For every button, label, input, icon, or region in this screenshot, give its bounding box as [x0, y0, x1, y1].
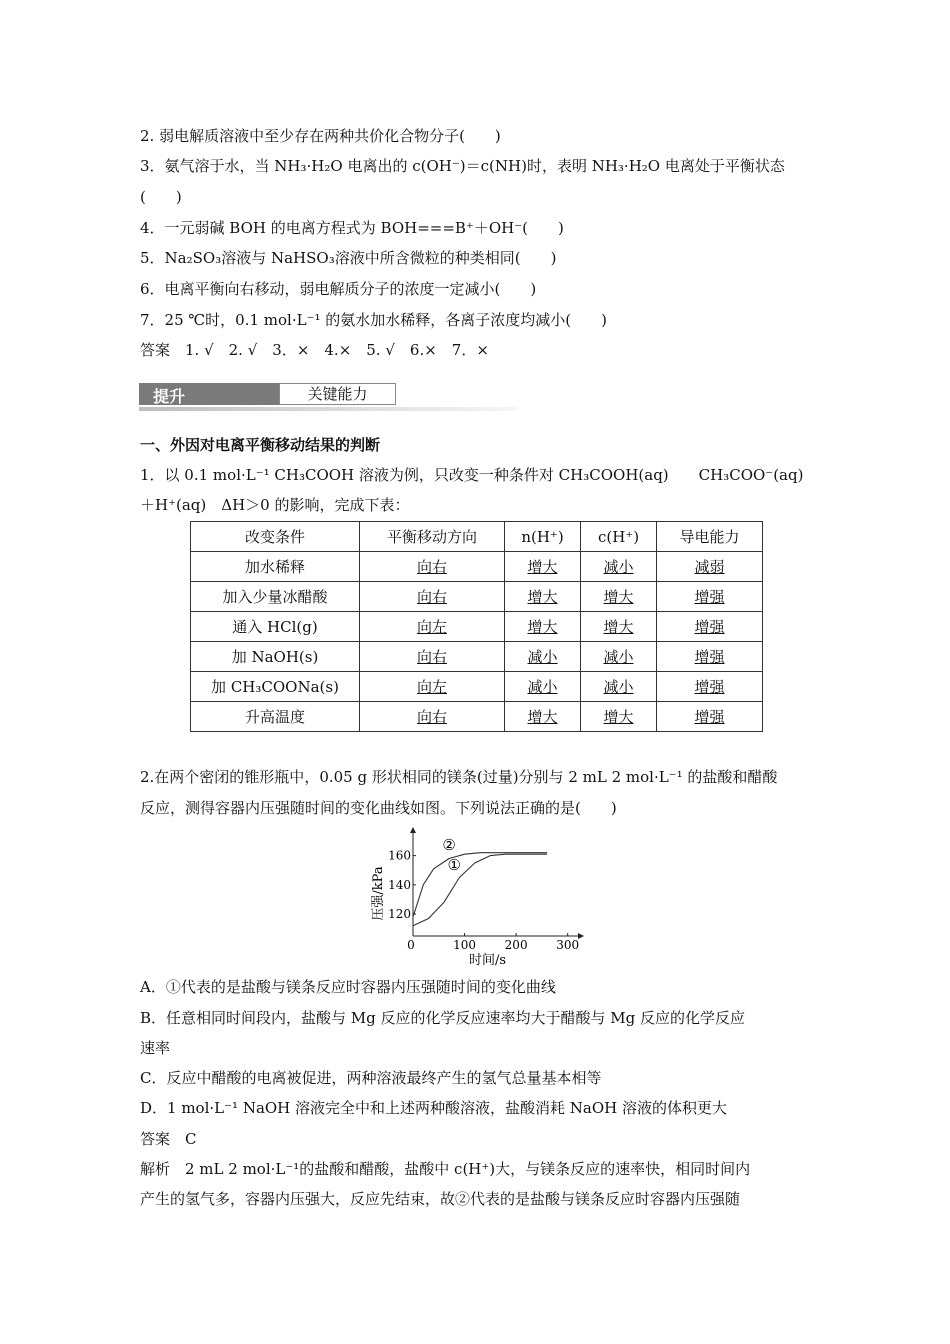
banner-right-label: 关键能力 — [279, 383, 396, 405]
table-header-cell: 导电能力 — [657, 522, 763, 552]
table-cell: 增强 — [694, 648, 725, 666]
analysis-line2: 产生的氢气多，容器内压强大，反应先结束，故②代表的是盐酸与镁条反应时容器内压强随 — [140, 1190, 741, 1208]
table-cell: 增大 — [527, 588, 558, 606]
series-line-1 — [413, 853, 547, 917]
table-cell: 增强 — [694, 678, 725, 696]
table-cell: 向左 — [416, 678, 447, 696]
answer-2: 答案 C — [140, 1130, 197, 1148]
item-3-bracket: ( ) — [140, 188, 182, 206]
x-tick-label: 100 — [453, 938, 477, 952]
table-cell: 升高温度 — [191, 702, 360, 732]
table-cell: 增大 — [603, 588, 634, 606]
option-b-cont: 速率 — [140, 1039, 171, 1057]
item-2: 2. 弱电解质溶液中至少存在两种共价化合物分子( ) — [140, 127, 501, 145]
item-4: 4．一元弱碱 BOH 的电离方程式为 BOH===B⁺＋OH⁻( ) — [140, 219, 564, 237]
table-row — [191, 552, 763, 582]
x-tick-label: 200 — [504, 938, 528, 952]
table-cell: 增大 — [527, 708, 558, 726]
series-label-1: ① — [447, 856, 461, 875]
pressure-time-chart — [360, 826, 590, 968]
chart-axes — [410, 827, 584, 939]
item-5: 5．Na₂SO₃溶液与 NaHSO₃溶液中所含微粒的种类相同( ) — [140, 249, 557, 267]
table-row — [191, 582, 763, 612]
answer-1: 答案 1. √ 2. √ 3．× 4.× 5. √ 6.× 7．× — [140, 341, 489, 359]
x-axis-title: 时间/s — [468, 953, 507, 968]
table-cell: 向右 — [416, 708, 447, 726]
banner-dark-block — [139, 383, 279, 405]
table-cell: 增强 — [694, 708, 725, 726]
x-tick-label: 300 — [556, 938, 580, 952]
table-header-cell: n(H⁺) — [505, 522, 581, 552]
y-tick-label: 140 — [388, 877, 411, 892]
table-cell: 加 NaOH(s) — [191, 642, 360, 672]
series-label-2: ② — [442, 835, 456, 854]
item-3: 3．氨气溶于水，当 NH₃·H₂O 电离出的 c(OH⁻)＝c(NH)时，表明 NH₃·H₂O 电离处于平衡状态 — [140, 157, 785, 175]
option-d: D．1 mol·L⁻¹ NaOH 溶液完全中和上述两种酸溶液，盐酸消耗 NaOH 溶液的体积更大 — [140, 1099, 728, 1117]
table-cell: 向右 — [416, 648, 447, 666]
table-header-cell: 改变条件 — [191, 522, 360, 552]
option-b: B．任意相同时间段内，盐酸与 Mg 反应的化学反应速率均大于醋酸与 Mg 反应的化学反应 — [140, 1009, 746, 1027]
table-cell: 增大 — [603, 708, 634, 726]
item-6: 6．电离平衡向右移动，弱电解质分子的浓度一定减小( ) — [140, 280, 537, 298]
table-cell: 减弱 — [694, 558, 725, 576]
table-cell: 加入少量冰醋酸 — [191, 582, 360, 612]
table-cell: 增大 — [603, 618, 634, 636]
table-cell: 增强 — [694, 618, 725, 636]
y-tick-label: 160 — [388, 848, 411, 863]
table-header-cell: 平衡移动方向 — [360, 522, 505, 552]
option-a: A．①代表的是盐酸与镁条反应时容器内压强随时间的变化曲线 — [140, 978, 556, 996]
table-cell: 向左 — [416, 618, 447, 636]
table-row — [191, 642, 763, 672]
table-cell: 增大 — [527, 558, 558, 576]
q1-line2: ＋H⁺(aq) ΔH＞0 的影响，完成下表： — [140, 496, 410, 514]
x-tick-label: 0 — [407, 938, 415, 952]
q1-line1: 1．以 0.1 mol·L⁻¹ CH₃COOH 溶液为例，只改变一种条件对 CH₃COOH(aq) CH₃COO⁻(aq) — [140, 466, 804, 484]
table-cell: 增强 — [694, 588, 725, 606]
banner-left-label: 提升 — [153, 387, 186, 406]
table-row — [191, 612, 763, 642]
table-cell: 减小 — [527, 678, 558, 696]
y-axis-arrow — [410, 827, 416, 833]
y-axis-title: 压强/kPa — [371, 866, 386, 921]
section-banner — [139, 379, 517, 413]
table-row — [191, 702, 763, 732]
table-row — [191, 672, 763, 702]
analysis-line1: 解析 2 mL 2 mol·L⁻¹的盐酸和醋酸，盐酸中 c(H⁺)大，与镁条反应的速率快，相同时间内 — [140, 1160, 751, 1178]
item-7: 7．25 ℃时，0.1 mol·L⁻¹ 的氨水加水稀释，各离子浓度均减小( ) — [140, 311, 607, 329]
series-line-2 — [413, 854, 547, 926]
table-cell: 减小 — [603, 558, 634, 576]
table-cell: 加 CH₃COONa(s) — [191, 672, 360, 702]
table-cell: 通入 HCl(g) — [191, 612, 360, 642]
q2-line2: 反应，测得容器内压强随时间的变化曲线如图。下列说法正确的是( ) — [140, 799, 617, 817]
table-header-cell: c(H⁺) — [581, 522, 657, 552]
option-c: C．反应中醋酸的电离被促进，两种溶液最终产生的氢气总量基本相等 — [140, 1069, 602, 1087]
table-cell: 加水稀释 — [191, 552, 360, 582]
q2-line1: 2.在两个密闭的锥形瓶中，0.05 g 形状相同的镁条(过量)分别与 2 mL 2 mol·L⁻¹ 的盐酸和醋酸 — [140, 768, 778, 786]
table-cell: 减小 — [527, 648, 558, 666]
table-cell: 向右 — [416, 558, 447, 576]
banner-rule — [139, 407, 517, 411]
y-tick-label: 120 — [388, 907, 411, 922]
section-title: 一、外因对电离平衡移动结果的判断 — [140, 436, 381, 454]
table-header-row — [191, 522, 763, 552]
table-cell: 增大 — [527, 618, 558, 636]
table-cell: 减小 — [603, 648, 634, 666]
condition-table — [190, 521, 763, 732]
table-cell: 减小 — [603, 678, 634, 696]
table-cell: 向右 — [416, 588, 447, 606]
chart-series — [413, 853, 547, 926]
